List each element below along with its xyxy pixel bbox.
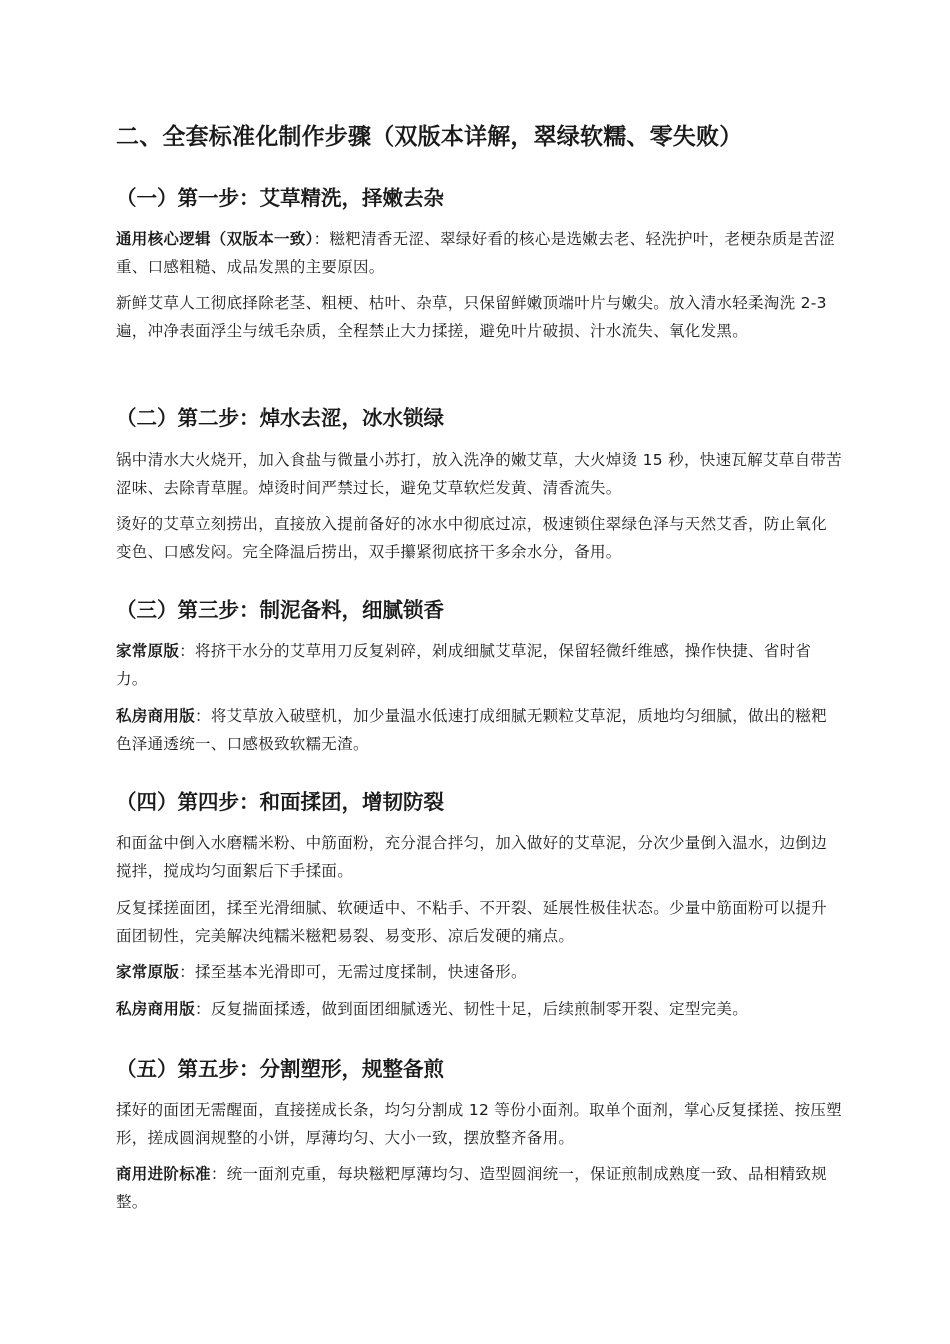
paragraph [116, 446, 842, 502]
paragraph [116, 225, 842, 281]
paragraph [116, 637, 842, 693]
paragraph [116, 829, 842, 885]
paragraph [116, 894, 842, 950]
section-heading-1: （一）第一步：艾草精洗，择嫩去杂 [116, 186, 444, 210]
paragraph [116, 289, 842, 345]
paragraph [116, 995, 842, 1023]
paragraph-text: ：将挤干水分的艾草用刀反复剁碎，剁成细腻艾草泥，保留轻微纤维感，操作快捷、省时省力。 [116, 642, 812, 688]
section-heading-5: （五）第五步：分割塑形，规整备煎 [116, 1057, 444, 1081]
paragraph-text: 烫好的艾草立刻捞出，直接放入提前备好的冰水中彻底过凉，极速锁住翠绿色泽与天然艾香，防止氧化变色、口感发闷。完全降温后捞出，双手攥紧彻底挤干多余水分，备用。 [116, 515, 828, 561]
paragraph-label: 家常原版 [116, 963, 180, 981]
paragraph-label: 私房商用版 [116, 1000, 196, 1018]
paragraph-text: 锅中清水大火烧开，加入食盐与微量小苏打，放入洗净的嫩艾草，大火焯烫 15 秒，快速瓦解艾草自带苦涩味、去除青草腥。焯烫时间严禁过长，避免艾草软烂发黄、清香流失。 [116, 451, 842, 497]
paragraph [116, 1096, 842, 1152]
paragraph [116, 958, 842, 986]
paragraph-text: ：糍粑清香无涩、翠绿好看的核心是选嫩去老、轻洗护叶，老梗杂质是苦涩重、口感粗糙、成品发黑的主要原因。 [116, 230, 836, 276]
paragraph-text: ：反复揣面揉透，做到面团细腻透光、韧性十足，后续煎制零开裂、定型完美。 [195, 1000, 749, 1018]
paragraph-text: 新鲜艾草人工彻底择除老茎、粗梗、枯叶、杂草，只保留鲜嫩顶端叶片与嫩尖。放入清水轻柔淘洗 2-3 遍，冲净表面浮尘与绒毛杂质，全程禁止大力揉搓，避免叶片破损、汁水流失、氧化发黑。 [116, 294, 827, 340]
paragraph-text: 揉好的面团无需醒面，直接搓成长条，均匀分割成 12 等份小面剂。取单个面剂，掌心反复揉搓、按压塑形，搓成圆润规整的小饼，厚薄均匀、大小一致，摆放整齐备用。 [116, 1101, 842, 1147]
paragraph [116, 702, 842, 758]
paragraph [116, 510, 842, 566]
paragraph-label: 家常原版 [116, 642, 180, 660]
section-heading-3: （三）第三步：制泥备料，细腻锁香 [116, 598, 444, 622]
paragraph [116, 1160, 842, 1216]
paragraph-text: ：统一面剂克重，每块糍粑厚薄均匀、造型圆润统一，保证煎制成熟度一致、品相精致规整。 [116, 1165, 828, 1211]
paragraph-text: 反复揉搓面团，揉至光滑细腻、软硬适中、不粘手、不开裂、延展性极佳状态。少量中筋面粉可以提升面团韧性，完美解决纯糯米糍粑易裂、易变形、凉后发硬的痛点。 [116, 899, 828, 945]
paragraph-label: 通用核心逻辑（双版本一致） [116, 230, 314, 248]
paragraph-text: 和面盆中倒入水磨糯米粉、中筋面粉，充分混合拌匀，加入做好的艾草泥，分次少量倒入温水，边倒边搅拌，搅成均匀面絮后下手揉面。 [116, 834, 828, 880]
page-title: 二、全套标准化制作步骤（双版本详解，翠绿软糯、零失败） [116, 124, 743, 150]
paragraph-text: ：将艾草放入破壁机，加少量温水低速打成细腻无颗粒艾草泥，质地均匀细腻，做出的糍粑色泽通透统一、口感极致软糯无渣。 [116, 707, 828, 753]
paragraph-label: 商用进阶标准 [116, 1165, 211, 1183]
paragraph-label: 私房商用版 [116, 707, 196, 725]
section-heading-4: （四）第四步：和面揉团，增韧防裂 [116, 790, 444, 814]
section-heading-2: （二）第二步：焯水去涩，冰水锁绿 [116, 406, 444, 430]
paragraph-text: ：揉至基本光滑即可，无需过度揉制，快速备形。 [179, 963, 527, 981]
